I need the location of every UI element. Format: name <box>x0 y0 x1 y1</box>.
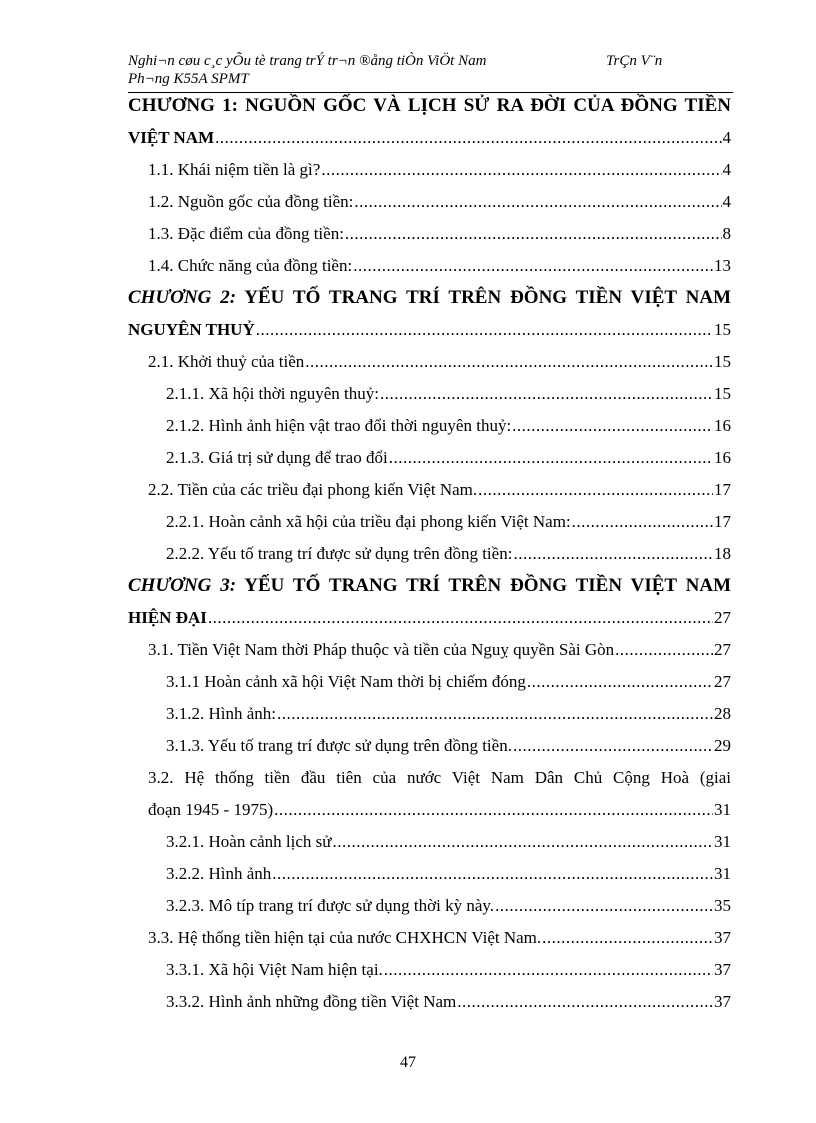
toc-page-number: 18 <box>714 544 731 563</box>
header-author: TrÇn V¨n <box>606 53 663 69</box>
toc-chapter-2-title[interactable]: CHƯƠNG 2: YẾU TỐ TRANG TRÍ TRÊN ĐỒNG TIỀN VIỆT NAM <box>128 287 732 308</box>
toc-page-number: 31 <box>714 832 731 851</box>
leader-dots <box>215 122 721 154</box>
toc-page-number: 15 <box>714 384 731 403</box>
toc-page-number: 35 <box>714 896 731 915</box>
toc-entry-2-2-2[interactable]: 2.2.2. Yếu tố trang trí được sử dụng trên đồng tiền: ..... 18 <box>128 538 731 570</box>
toc-page-number: 15 <box>714 320 731 339</box>
page-number: 47 <box>400 1054 416 1071</box>
leader-dots <box>277 698 713 730</box>
leader-dots <box>513 730 713 762</box>
toc-page-number: 4 <box>722 128 731 147</box>
toc-page-number: 16 <box>714 416 731 435</box>
leader-dots <box>478 474 713 506</box>
toc-page-number: 31 <box>714 800 731 819</box>
leader-dots <box>305 346 713 378</box>
page-footer <box>0 1054 816 1072</box>
leader-dots <box>380 378 713 410</box>
toc-entry-2-1-3[interactable]: 2.1.3. Giá trị sử dụng để trao đổi ..... 16 <box>128 442 731 474</box>
toc-entry-1-1[interactable]: 1.1. Khái niệm tiền là gì? ..... 4 <box>128 154 731 186</box>
toc-entry-3-2-line1[interactable]: 3.2. Hệ thống tiền đầu tiên của nước Việt Nam Dân Chủ Cộng Hoà (giai <box>148 768 731 787</box>
toc-chapter-1-entry[interactable]: VIỆT NAM ..... 4 <box>128 122 731 154</box>
toc-chapter-1-title[interactable]: CHƯƠNG 1: NGUỒN GỐC VÀ LỊCH SỬ RA ĐỜI CỦA ĐỒNG TIỀN <box>128 95 731 116</box>
leader-dots <box>495 890 713 922</box>
toc-page-number: 8 <box>722 224 731 243</box>
toc-page-number: 37 <box>714 928 731 947</box>
leader-dots <box>542 922 713 954</box>
table-of-contents <box>128 90 731 1018</box>
toc-page-number: 27 <box>714 672 731 691</box>
toc-page-number: 13 <box>714 256 731 275</box>
toc-page-number: 17 <box>714 480 731 499</box>
toc-entry-3-3[interactable]: 3.3. Hệ thống tiền hiện tại của nước CHXHCN Việt Nam. ..... 37 <box>128 922 731 954</box>
toc-entry-1-2[interactable]: 1.2. Nguồn gốc của đồng tiền: ..... 4 <box>128 186 731 218</box>
toc-entry-2-1[interactable]: 2.1. Khởi thuỷ của tiền ..... 15 <box>128 346 731 378</box>
toc-page-number: 27 <box>714 640 731 659</box>
toc-entry-3-1-2[interactable]: 3.1.2. Hình ảnh: ..... 28 <box>128 698 731 730</box>
leader-dots <box>353 250 713 282</box>
toc-page-number: 29 <box>714 736 731 755</box>
toc-page-number: 17 <box>714 512 731 531</box>
leader-dots <box>332 826 713 858</box>
toc-entry-1-4[interactable]: 1.4. Chức năng của đồng tiền: ..... 13 <box>128 250 731 282</box>
toc-page-number: 37 <box>714 992 731 1011</box>
toc-entry-2-1-2[interactable]: 2.1.2. Hình ảnh hiện vật trao đổi thời nguyên thuỷ: ..... 16 <box>128 410 731 442</box>
leader-dots <box>274 794 713 826</box>
leader-dots <box>527 666 713 698</box>
toc-entry-3-1[interactable]: 3.1. Tiền Việt Nam thời Pháp thuộc và tiền của Nguỵ quyền Sài Gòn ..... 27 <box>128 634 731 666</box>
leader-dots <box>272 858 713 890</box>
leader-dots <box>572 506 713 538</box>
toc-page-number: 28 <box>714 704 731 723</box>
leader-dots <box>389 442 713 474</box>
leader-dots <box>345 218 722 250</box>
header-author-class: Ph¬ng K55A SPMT <box>128 71 249 87</box>
toc-entry-3-1-1[interactable]: 3.1.1 Hoàn cảnh xã hội Việt Nam thời bị chiếm đóng ..... 27 <box>128 666 731 698</box>
toc-page-number: 4 <box>722 192 731 211</box>
toc-chapter-2-entry[interactable]: NGUYÊN THUỶ ..... 15 <box>128 314 731 346</box>
leader-dots <box>513 538 713 570</box>
toc-entry-3-3-2[interactable]: 3.3.2. Hình ảnh những đồng tiền Việt Nam ..... 37 <box>128 986 731 1018</box>
leader-dots <box>384 954 713 986</box>
toc-entry-3-3-1[interactable]: 3.3.1. Xã hội Việt Nam hiện tại. ..... 37 <box>128 954 731 986</box>
toc-page-number: 31 <box>714 864 731 883</box>
leader-dots <box>354 186 721 218</box>
leader-dots <box>208 602 713 634</box>
toc-page-number: 37 <box>714 960 731 979</box>
leader-dots <box>321 154 721 186</box>
toc-entry-3-2-2[interactable]: 3.2.2. Hình ảnh ..... 31 <box>128 858 731 890</box>
toc-chapter-3-title[interactable]: CHƯƠNG 3: YẾU TỐ TRANG TRÍ TRÊN ĐỒNG TIỀN VIỆT NAM <box>128 575 732 596</box>
toc-page-number: 27 <box>714 608 731 627</box>
leader-dots <box>512 410 713 442</box>
toc-entry-2-2-1[interactable]: 2.2.1. Hoàn cảnh xã hội của triều đại phong kiến Việt Nam: ..... 17 <box>128 506 731 538</box>
toc-entry-3-2[interactable]: đoạn 1945 - 1975) ..... 31 <box>128 794 731 826</box>
toc-chapter-3-entry[interactable]: HIỆN ĐẠI ..... 27 <box>128 602 731 634</box>
toc-entry-3-1-3[interactable]: 3.1.3. Yếu tố trang trí được sử dụng trên đồng tiền. ..... 29 <box>128 730 731 762</box>
leader-dots <box>256 314 713 346</box>
header-title: Nghi¬n cøu c¸c yÕu tè trang trÝ tr¬n ®ång tiÒn ViÖt Nam <box>128 53 487 69</box>
toc-entry-1-3[interactable]: 1.3. Đặc điểm của đồng tiền: ..... 8 <box>128 218 731 250</box>
leader-dots <box>615 634 713 666</box>
leader-dots <box>457 986 713 1018</box>
toc-entry-3-2-1[interactable]: 3.2.1. Hoàn cảnh lịch sử ..... 31 <box>128 826 731 858</box>
toc-entry-2-2[interactable]: 2.2. Tiền của các triều đại phong kiến Việt Nam. ..... 17 <box>128 474 731 506</box>
toc-entry-2-1-1[interactable]: 2.1.1. Xã hội thời nguyên thuỷ: ..... 15 <box>128 378 731 410</box>
toc-page-number: 4 <box>722 160 731 179</box>
toc-page-number: 15 <box>714 352 731 371</box>
toc-page-number: 16 <box>714 448 731 467</box>
toc-entry-3-2-3[interactable]: 3.2.3. Mô típ trang trí được sử dụng thời kỳ này. ..... 35 <box>128 890 731 922</box>
